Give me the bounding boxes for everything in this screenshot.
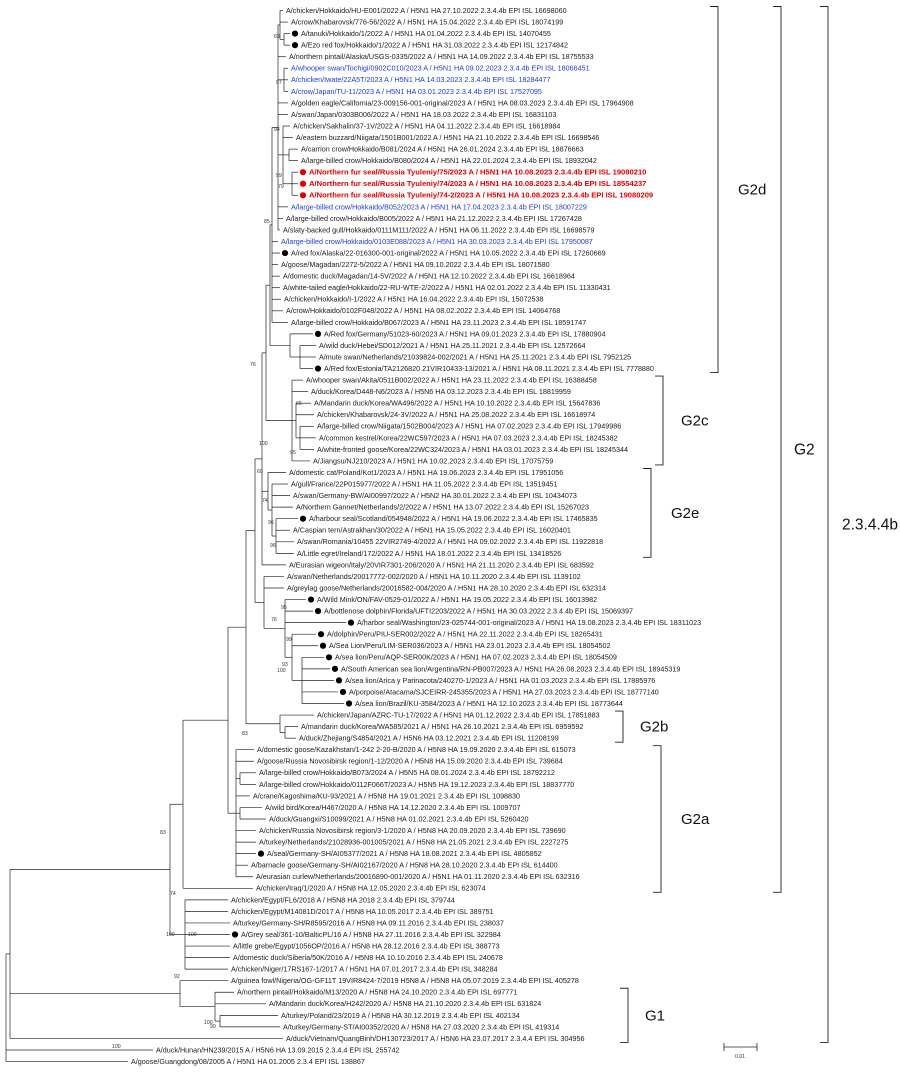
taxon-label: A/eurasian curlew/Netherlands/20016890-001/2020 A / H5N1 HA 01.11.2020 2.3.4.4b EPI ISL 632316 <box>256 872 580 882</box>
bootstrap-value: 63 <box>274 34 280 40</box>
taxon-label: A/Grey seal/361-10/BalticPL/16 A / H5N8 HA 27.11.2016 2.3.4.4b EPI ISL 322984 <box>241 929 501 939</box>
bootstrap-value: 99 <box>210 1024 216 1030</box>
clade-label: G2c <box>681 412 709 430</box>
taxon-label: A/goose/Russia Novosibirsk region/1-12/2020 A / H5N8 HA 15.09.2020 2.3.4.4b EPI ISL 739684 <box>257 756 563 766</box>
taxon-label: A/Mandarin duck/Korea/H242/2020 A / H5N8 HA 21.10.2020 2.3.4.4b EPI ISL 631824 <box>269 999 542 1009</box>
taxon-label: A/porpoise/Atacama/SJCEIRR-245355/2023 A / H5N1 HA 27.03.2023 2.3.4.4b EPI ISL 18777140 <box>349 687 659 697</box>
marine-mammal-marker-icon <box>348 620 354 626</box>
clade-label: G2b <box>640 718 669 736</box>
clade-bracket-G2 <box>773 7 815 893</box>
taxon-label: A/sea lion/Brazil/KU-3584/2023 A / H5N1 HA 12.10.2023 2.3.4.4b EPI ISL 18773644 <box>355 698 623 708</box>
taxon-label: A/chicken/Khabarovsk/24-3V/2022 A / H5N1 HA 25.08.2022 2.3.4.4b EPI ISL 16618974 <box>317 410 596 420</box>
taxon-label: A/sea lion/Peru/AQP-SER00K/2023 A / H5N1 HA 07.02.2023 2.3.4.4b EPI ISL 18054509 <box>335 652 617 662</box>
clade-bracket-G1 <box>620 988 665 1042</box>
taxon-label: A/guinea fowl/Nigeria/OG-GF11T 19VIR8424-7/2019 H5N8 A / H5N8 HA 05.07.2019 2.3.4.4b EPI ISL 405278 <box>231 976 579 986</box>
taxon-label: A/northern pintail/Alaska/USGS-0335/2022 A / H5N1 HA 14.09.2022 2.3.4.4b EPI ISL 18755533 <box>289 52 594 62</box>
taxon-label: A/large-billed crow/Hokkaido/B052/2023 A / H5N1 HA 17.04.2023 2.3.4.4b EPI ISL 18007229 <box>291 202 587 212</box>
taxon-label: A/bottlenose dolphin/Florida/UFTI2203/2022 A / H5N1 HA 30.03.2022 2.3.4.4b EPI ISL 15069397 <box>324 606 634 616</box>
taxon-label: A/common kestrel/Korea/22WC597/2023 A / H5N1 HA 07.03.2023 2.3.4.4b EPI ISL 18245382 <box>319 433 618 443</box>
marine-mammal-marker-icon <box>332 666 338 672</box>
bootstrap-value: 85 <box>264 219 270 225</box>
bootstrap-value: 74 <box>262 498 268 504</box>
taxon-label: A/turkey/Poland/23/2019 A / H5N8 HA 30.12.2019 2.3.4.4b EPI ISL 402134 <box>281 1010 520 1020</box>
bootstrap-value: 100 <box>259 441 268 447</box>
taxon-label: A/swan/Germany-BW/AI00997/2022 A / H5N2 HA 30.01.2022 2.3.4.4b EPI ISL 10434073 <box>293 491 577 500</box>
bootstrap-value: 100 <box>112 1044 121 1050</box>
taxon-label: A/harbor seal/Washington/23-025744-001-original/2023 A / H5N1 HA 19.08.2023 2.3.4.4b EPI ISL 18311023 <box>357 618 702 628</box>
taxon-label: A/turkey/Germany-SH/R8595/2016 A / H5N8 HA 09.11.2016 2.3.4.4b EPI ISL 238037 <box>233 918 504 928</box>
taxon-label: A/large-billed crow/Hokkaido/B067/2023 A / H5N1 HA 23.11.2023 2.3.4.4b EPI ISL 18591747 <box>291 317 587 327</box>
bootstrap-value: 93 <box>282 662 288 668</box>
taxon-label: A/greylag goose/Netherlands/20016582-004/2020 A / H5N1 HA 28.10.2020 2.3.4.4b EPI ISL 632314 <box>287 583 607 593</box>
marine-mammal-marker-icon <box>292 30 298 36</box>
taxon-label: A/barnacle goose/Germany-SH/AI02167/2020 A / H5N8 HA 28.10.2020 2.3.4.4b EPI ISL 614400 <box>251 860 558 870</box>
taxon-label: A/Caspian tern/Astrakhan/30/2022 A / H5N1 HA 15.05.2022 2.3.4.4b EPI ISL 16020401 <box>293 525 571 535</box>
bootstrap-value: 60 <box>257 469 263 475</box>
clade-label: G2e <box>671 504 700 522</box>
bootstrap-value: 95 <box>290 450 296 456</box>
taxon-label: A/chicken/Hokkaido/I-1/2022 A / H5N1 HA 16.04.2022 2.3.4.4b EPI ISL 15072538 <box>284 294 544 304</box>
clade-bracket-G2e <box>643 469 699 558</box>
marine-mammal-marker-icon <box>326 654 332 660</box>
taxon-label: A/crane/Kagoshima/KU-93/2021 A / H5N8 HA 19.01.2021 2.3.4.4b EPI ISL 1098830 <box>253 791 521 801</box>
taxon-label: A/slaty-backed gull/Hokkaido/0111M111/2022 A / H5N1 HA 06.11.2022 2.3.4.4b EPI ISL 16698579 <box>283 225 595 235</box>
taxon-label: A/South American sea lion/Argentina/RN-PB007/2023 A / H5N1 HA 26.08.2023 2.3.4.4b EPI ISL 18945319 <box>341 664 681 674</box>
taxon-label: A/eastern buzzard/Niigata/1501B001/2022 A / H5N1 HA 21.10.2022 2.3.4.4b EPI ISL 16698546 <box>296 132 600 142</box>
taxon-label: A/swan/Netherlands/20017772-002/2020 A / H5N1 HA 10.11.2020 2.3.4.4b EPI ISL 1139102 <box>287 571 581 581</box>
bootstrap-value: 96 <box>270 543 276 549</box>
clade-label: G2a <box>681 811 710 828</box>
bootstrap-value: 99 <box>276 173 282 179</box>
marine-mammal-marker-icon <box>282 250 288 256</box>
taxon-label: A/crow/Japan/TU-11/2023 A / H5N1 HA 03.01.2023 2.3.4.4b EPI ISL 17527095 <box>291 86 542 96</box>
taxon-label: A/chicken/Russia Novosibirsk region/3-1/2020 A / H5N8 HA 20.09.2020 2.3.4.4b EPI ISL 739690 <box>259 825 566 835</box>
taxon-label: A/harbour seal/Scotland/054948/2022 A / H5N1 HA 19.06.2022 2.3.4.4b EPI ISL 17465835 <box>309 514 598 524</box>
taxon-label: A/whooper swan/Akita/0511B002/2022 A / H5N1 HA 23.11.2022 2.3.4.4b EPI ISL 16388458 <box>306 375 597 385</box>
taxon-label: A/wild bird/Korea/H467/2020 A / H5N8 HA 14.12.2020 2.3.4.4b EPI ISL 1009707 <box>265 802 521 812</box>
taxon-label: A/mute swan/Netherlands/21039824-002/2021 A / H5N1 HA 25.11.2021 2.3.4.4b EPI ISL 7952125 <box>319 352 632 362</box>
taxon-label: A/domestic cat/Poland/Kot1/2023 A / H5N1 HA 19.06.2023 2.3.4.4b EPI ISL 17951056 <box>289 467 564 477</box>
bootstrap-value: 65 <box>296 401 302 407</box>
taxon-label: A/domestic goose/Kazakhstan/1-242 2-20-B/2020 A / H5N8 HA 19.09.2020 2.3.4.4b EPI ISL 615073 <box>257 745 576 755</box>
taxon-label: A/large-billed crow/Hokkaido/B080/2024 A / H5N1 HA 22.01.2024 2.3.4.4b EPI ISL 18932042 <box>301 156 597 166</box>
clade-label: 2.3.4.4b <box>842 516 899 534</box>
clade-label: G2d <box>738 181 767 199</box>
clade-brackets <box>615 7 898 1043</box>
marine-mammal-marker-icon <box>346 700 352 706</box>
taxon-label: A/white-tailed eagle/Hokkaido/22-RU-WTE-2/2022 A / H5N1 HA 02.01.2022 2.3.4.4b EPI ISL 11330431 <box>283 283 611 293</box>
marine-mammal-marker-icon <box>336 677 342 683</box>
taxon-label: A/duck/Hunan/HN239/2015 A / H5N6 HA 13.09.2015 2.3.4.4 EPI ISL 255742 <box>156 1045 400 1055</box>
taxon-label: A/dolphin/Peru/PIU-SER002/2022 A / H5N1 HA 22.11.2022 2.3.4.4b EPI ISL 18265431 <box>327 629 603 639</box>
taxon-label: A/tanuki/Hokkaido/1/2022 A / H5N1 HA 01.04.2022 2.3.4.4b EPI ISL 14070455 <box>301 29 551 38</box>
taxon-label: A/wild duck/Hebei/SD012/2021 A / H5N1 HA 25.11.2021 2.3.4.4b EPI ISL 12572664 <box>319 340 586 350</box>
bootstrap-value: 74 <box>170 891 176 897</box>
bootstrap-value: 92 <box>174 974 180 980</box>
marine-mammal-marker-icon <box>308 596 314 602</box>
taxon-label: A/whooper swan/Tochigi/0902C010/2023 A / H5N1 HA 09.02.2023 2.3.4.4b EPI ISL 18066451 <box>291 63 590 73</box>
taxon-label: A/chicken/Niger/17RS167-1/2017 A / H5N1 HA 07.01.2017 2.3.4.4b EPI ISL 348284 <box>231 964 498 974</box>
bootstrap-value: 96 <box>268 520 274 526</box>
bootstrap-value: 100 <box>277 668 286 674</box>
clade-bracket-G2c <box>655 376 709 465</box>
marine-mammal-marker-icon <box>300 169 306 175</box>
taxon-label: A/swan/Japan/0303B006/2022 A / H5N1 HA 18.03.2022 2.3.4.4b EPI ISL 16831103 <box>291 109 557 119</box>
taxon-label: A/chicken/Japan/AZRC-TU-17/2022 A / H5N1 HA 01.12.2022 2.3.4.4b EPI ISL 17851883 <box>317 710 600 720</box>
taxon-label: A/seal/Germany-SH/AI05377/2021 A / H5N8 HA 18.08.2021 2.3.4.4b EPI ISL 4805852 <box>267 849 542 859</box>
taxon-label: A/turkey/Netherlands/21028936-001005/2021 A / H5N8 HA 21.05.2021 2.3.4.4b EPI ISL 2227275 <box>259 837 569 847</box>
taxon-label: A/large-billed crow/Hokkaido/B005/2022 A / H5N1 HA 21.12.2022 2.3.4.4b EPI ISL 17267428 <box>286 213 582 223</box>
taxon-label: A/Northern Gannet/Netherlands/2/2022 A / H5N1 HA 13.07.2022 2.3.4.4b EPI ISL 15267023 <box>296 502 590 512</box>
leaf-labels <box>131 6 701 1066</box>
taxon-label: A/swan/Romania/10455 22VIR2749-4/2022 A / H5N1 HA 09.02.2022 2.3.4.4b EPI ISL 11922818 <box>297 537 604 547</box>
marine-mammal-marker-icon <box>315 608 321 614</box>
taxon-label: A/sea lion/Arica y Parinacota/240270-1/2023 A / H5N1 HA 01.03.2023 2.3.4.4b EPI ISL 17885976 <box>345 675 656 685</box>
marine-mammal-marker-icon <box>315 365 321 371</box>
bootstrap-value: 95 <box>281 605 287 611</box>
bootstrap-value: 79 <box>278 184 284 190</box>
taxon-label: A/chicken/Egypt/FL6/2018 A / H5N8 HA 2018 2.3.4.4b EPI ISL 379744 <box>231 895 455 905</box>
taxon-label: A/crow/Khabarovsk/776-56/2022 A / H5N1 HA 15.04.2022 2.3.4.4b EPI ISL 18074199 <box>291 17 564 27</box>
clade-bracket-G2a <box>653 746 710 893</box>
taxon-label: A/red fox/Alaska/22-016300-001-original/2022 A / H5N1 HA 10.05.2022 2.3.4.4b EPI ISL 17260669 <box>291 248 606 258</box>
taxon-label: A/duck/Korea/D448-N6/2023 A / H5N6 HA 03.12.2023 2.3.4.4b EPI ISL 18819959 <box>311 387 571 397</box>
taxon-label: A/chicken/Iwate/22A5T/2023 A / H5N1 HA 14.03.2023 2.3.4.4b EPI ISL 18284477 <box>291 75 551 85</box>
taxon-label: A/mandarin duck/Korea/WA585/2021 A / H5N1 HA 26.10.2021 2.3.4.4b EPI ISL 6959592 <box>301 722 584 731</box>
taxon-label: A/duck/Zhejiang/S4854/2021 A / H5N6 HA 03.12.2021 2.3.4.4b EPI ISL 11208199 <box>299 733 559 743</box>
bootstrap-value: 100 <box>188 932 197 938</box>
marine-mammal-marker-icon <box>318 631 324 637</box>
taxon-label: A/northern pintail/Hokkaido/M13/2020 A / H5N8 HA 24.10.2020 2.3.4.4b EPI ISL 697771 <box>237 987 518 997</box>
taxon-label: A/Eurasian wigeon/Italy/20VIR7301-206/2020 A / H5N1 HA 21.11.2020 2.3.4.4b EPI ISL 683592 <box>289 560 594 570</box>
marine-mammal-marker-icon <box>320 643 326 649</box>
taxon-label: A/duck/Vietnam/QuangBinh/DH130723/2017 A / H5N6 HA 23.07.2017 2.3.4.4 EPI ISL 304956 <box>286 1033 585 1043</box>
scale-bar <box>724 1043 757 1060</box>
taxon-label: A/domestic duck/Siberia/50K/2016 A / H5N8 HA 10.10.2016 2.3.4.4b EPI ISL 240678 <box>233 953 503 962</box>
taxon-label: A/golden eagle/California/23-009156-001-original/2023 A / H5N1 HA 08.03.2023 2.3.4.4b EPI ISL 17964908 <box>291 98 634 108</box>
taxon-label: A/goose/Guangdong/08/2005 A / H5N1 HA 01.2005 2.3.4 EPI ISL 138867 <box>131 1056 365 1066</box>
clade-bracket-G2b <box>615 711 668 742</box>
taxon-label: A/large-billed crow/Hokkaido/B073/2024 A / H5N5 HA 08.01.2024 2.3.4.4b EPI ISL 18792212 <box>259 768 555 778</box>
bootstrap-value: 94 <box>274 127 280 133</box>
taxon-label: A/Wild Mink/ON/FAV-0529-01/2022 A / H5N1 HA 19.05.2022 2.3.4.4b EPI ISL 16013982 <box>317 594 598 604</box>
scale-bar-label: 0.01 <box>735 1054 746 1060</box>
clade-bracket-G2d <box>710 7 766 373</box>
taxon-label: A/Jiangsu/NJ210/2023 A / H5N1 HA 10.02.2023 2.3.4.4b EPI ISL 17075759 <box>313 456 554 466</box>
taxon-label: A/duck/Guangxi/S10099/2021 A / H5N8 HA 01.02.2021 2.3.4.4b EPI ISL 5260420 <box>269 814 529 824</box>
marine-mammal-marker-icon <box>258 851 264 857</box>
taxon-label: A/domestic duck/Magadan/14-5V/2022 A / H5N1 HA 12.10.2022 2.3.4.4b EPI ISL 16618964 <box>283 271 575 281</box>
taxon-label: A/little grebe/Egypt/1056OP/2016 A / H5N8 HA 28.12.2016 2.3.4.4b EPI ISL 388773 <box>233 941 500 951</box>
taxon-label: A/chicken/Sakhalin/37-1V/2022 A / H5N1 HA 04.11.2022 2.3.4.4b EPI ISL 16618984 <box>293 121 561 131</box>
taxon-label: A/crow/Hokkaido/0102F048/2022 A / H5N1 HA 08.02.2022 2.3.4.4b EPI ISL 14064768 <box>286 306 561 316</box>
marine-mammal-marker-icon <box>315 331 321 337</box>
taxon-label: A/chicken/Iraq/1/2020 A / H5N8 HA 12.05.2020 2.3.4.4b EPI ISL 623074 <box>256 883 486 893</box>
taxon-label: A/Northern fur seal/Russia Tyuleniy/75/2023 A / H5N1 HA 10.08.2023 2.3.4.4b EPI ISL 19080210 <box>309 167 647 177</box>
taxon-label: A/large-billed crow/Niigata/1502B004/2023 A / H5N1 HA 07.02.2023 2.3.4.4b EPI ISL 17949986 <box>317 421 622 431</box>
bootstrap-value: 83 <box>160 830 166 836</box>
taxon-label: A/turkey/Germany-ST/AI00352/2020 A / H5N8 HA 27.03.2020 2.3.4.4b EPI ISL 419314 <box>283 1022 560 1032</box>
marine-mammal-marker-icon <box>232 931 238 937</box>
taxon-label: A/large-billed crow/Hokkaido/0103E088/2023 A / H5N1 HA 30.03.2023 2.3.4.4b EPI ISL 17950087 <box>281 236 593 246</box>
taxon-label: A/Red fox/Estonia/TA2126820 21VIR10433-13/2021 A / H5N1 HA 08.11.2021 2.3.4.4b EPI ISL 7778880 <box>324 363 654 373</box>
bootstrap-value: 99 <box>286 637 292 643</box>
taxon-label: A/Little egret/Ireland/172/2022 A / H5N1 HA 18.01.2022 2.3.4.4b EPI ISL 13418526 <box>297 548 562 558</box>
marine-mammal-marker-icon <box>300 516 306 522</box>
bootstrap-value: 76 <box>250 362 256 368</box>
clade-label: G2 <box>794 441 815 459</box>
taxon-label: A/Mandarin duck/Korea/WA496/2022 A / H5N1 HA 10.10.2022 2.3.4.4b EPI ISL 15647836 <box>314 398 601 408</box>
bootstrap-value: 100 <box>204 1020 213 1026</box>
marine-mammal-marker-icon <box>340 689 346 695</box>
marine-mammal-marker-icon <box>300 181 306 187</box>
bootstrap-value: 100 <box>166 932 175 938</box>
taxon-label: A/Ezo red fox/Hokkaido/1/2022 A / H5N1 HA 31.03.2022 2.3.4.4b EPI ISL 12174842 <box>301 40 569 50</box>
taxon-label: A/Northern fur seal/Russia Tyuleniy/74-2/2023 A / H5N1 HA 10.08.2023 2.3.4.4b EPI ISL 19080209 <box>309 190 654 200</box>
clade-bracket-2-3-4-4b <box>820 7 898 1043</box>
taxon-label: A/chicken/Egypt/M14081D/2017 A / H5N8 HA 10.05.2017 2.3.4.4b EPI ISL 389751 <box>231 906 494 916</box>
bootstrap-value: 83 <box>242 731 248 737</box>
taxon-label: A/large-billed crow/Hokkaido/0112F066T/2023 A / H5N5 HA 19.12.2023 2.3.4.4b EPI ISL 18837770 <box>259 779 575 789</box>
taxon-label: A/goose/Magadan/2272-5/2022 A / H5N1 HA 09.10.2022 2.3.4.4b EPI ISL 18071580 <box>281 260 550 269</box>
taxon-label: A/Red fox/Germany/51023-60/2023 A / H5N1 HA 09.01.2023 2.3.4.4b EPI ISL 17880904 <box>324 329 606 339</box>
taxon-label: A/gull/France/22P015977/2022 A / H5N1 HA 11.05.2022 2.3.4.4b EPI ISL 13519451 <box>291 479 558 489</box>
clade-label: G1 <box>645 1007 666 1025</box>
marine-mammal-marker-icon <box>300 192 306 198</box>
bootstrap-value: 76 <box>271 617 277 623</box>
taxon-label: A/chicken/Hokkaido/HU-E001/2022 A / H5N1 HA 27.10.2022 2.3.4.4b EPI ISL 16698060 <box>286 5 567 15</box>
taxon-label: A/white-fronted goose/Korea/22WC324/2023 A / H5N1 HA 03.01.2023 2.3.4.4b EPI ISL 18245344 <box>317 444 629 454</box>
taxon-label: A/carrion crow/Hokkaido/B081/2024 A / H5N1 HA 26.01.2024 2.3.4.4b EPI ISL 18876663 <box>301 144 584 154</box>
taxon-label: A/Northern fur seal/Russia Tyuleniy/74/2023 A / H5N1 HA 10.08.2023 2.3.4.4b EPI ISL 18554237 <box>309 179 647 189</box>
taxon-label: A/Sea Lion/Peru/LIM-SER036/2023 A / H5N1 HA 23.01.2023 2.3.4.4b EPI ISL 18054502 <box>329 641 611 651</box>
bootstrap-value: 97 <box>276 80 282 86</box>
marine-mammal-marker-icon <box>292 42 298 48</box>
